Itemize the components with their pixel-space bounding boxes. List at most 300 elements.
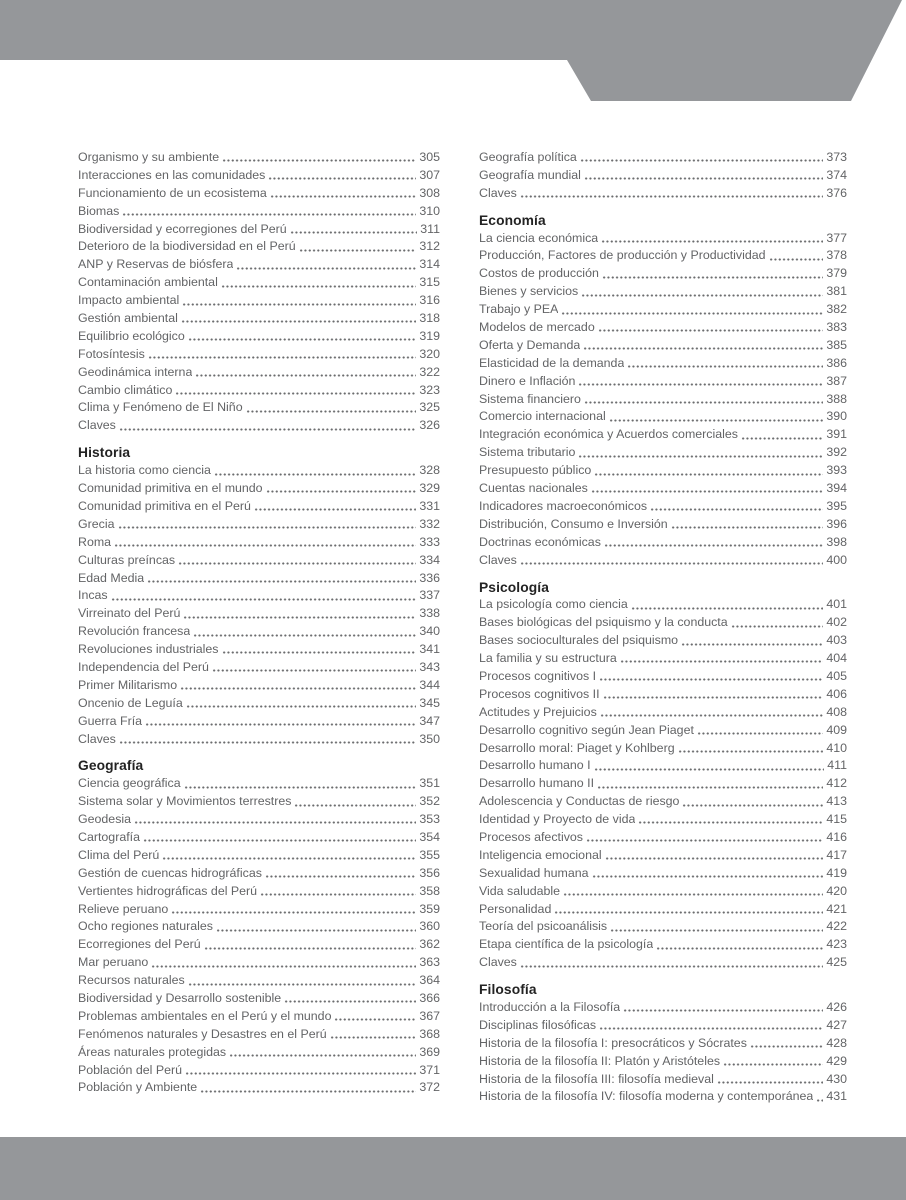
entry-title: Distribución, Consumo e Inversión — [479, 516, 668, 531]
dot-leader — [119, 731, 416, 749]
entry-page-number: 429 — [826, 1053, 847, 1068]
toc-entry — [479, 391, 847, 409]
entry-title: Procesos afectivos — [479, 829, 583, 844]
entry-page-number: 347 — [419, 713, 440, 728]
entry-page-number: 381 — [826, 284, 847, 299]
entry-title: Incas — [78, 588, 108, 603]
toc-entry — [78, 480, 440, 498]
entry-title: Costos de producción — [479, 266, 599, 281]
entry-title: Bienes y servicios — [479, 284, 579, 299]
dot-leader — [750, 1035, 823, 1053]
toc-entry — [479, 498, 847, 516]
entry-title: Disciplinas filosóficas — [479, 1017, 597, 1032]
toc-entry — [78, 847, 440, 865]
toc-entry — [479, 775, 847, 793]
entry-title: Doctrinas económicas — [479, 534, 601, 549]
dot-leader — [222, 149, 416, 167]
entry-page-number: 311 — [420, 221, 440, 236]
entry-page-number: 396 — [826, 516, 847, 531]
entry-title: Áreas naturales protegidas — [78, 1044, 227, 1059]
entry-page-number: 368 — [419, 1026, 440, 1041]
header-band — [0, 0, 906, 101]
dot-leader — [143, 829, 416, 847]
entry-page-number: 315 — [419, 275, 440, 290]
toc-entry — [479, 954, 847, 972]
dot-leader — [594, 757, 825, 775]
entry-title: Problemas ambientales en el Perú y el mundo — [78, 1008, 332, 1023]
entry-title: Contaminación ambiental — [78, 275, 218, 290]
dot-leader — [681, 632, 823, 650]
dot-leader — [185, 1062, 416, 1080]
dot-leader — [265, 865, 416, 883]
toc-entry — [479, 426, 847, 444]
toc-entry — [479, 337, 847, 355]
toc-entry — [78, 918, 440, 936]
entry-page-number: 395 — [826, 498, 847, 513]
dot-leader — [119, 417, 416, 435]
toc-entry — [78, 382, 440, 400]
dot-leader — [118, 516, 417, 534]
dot-leader — [299, 238, 417, 256]
entry-page-number: 314 — [419, 257, 440, 272]
entry-page-number: 332 — [419, 516, 440, 531]
entry-title: Bases socioculturales del psiquismo — [479, 633, 679, 648]
toc-entry — [479, 686, 847, 704]
toc-entry — [78, 972, 440, 990]
entry-title: Vida saludable — [479, 883, 561, 898]
toc-entry — [78, 901, 440, 919]
toc-entry — [78, 310, 440, 328]
entry-page-number: 338 — [419, 606, 440, 621]
toc-entry — [479, 668, 847, 686]
toc-entry — [479, 516, 847, 534]
entry-title: Claves — [78, 731, 116, 746]
dot-leader — [581, 283, 823, 301]
entry-title: Revoluciones industriales — [78, 642, 219, 657]
entry-page-number: 351 — [419, 776, 440, 791]
entry-title: Historia de la filosofía III: filosofía medieval — [479, 1071, 714, 1086]
toc-entry — [78, 677, 440, 695]
entry-page-number: 391 — [826, 427, 847, 442]
entry-title: Primer Militarismo — [78, 677, 178, 692]
dot-leader — [147, 570, 416, 588]
dot-leader — [212, 659, 416, 677]
entry-page-number: 328 — [419, 463, 440, 478]
dot-leader — [580, 149, 824, 167]
section-heading: Psicología — [479, 579, 550, 595]
entry-page-number: 363 — [419, 955, 440, 970]
entry-page-number: 323 — [419, 382, 440, 397]
entry-page-number: 374 — [826, 167, 847, 182]
entry-title: Actitudes y Prejuicios — [479, 704, 597, 719]
dot-leader — [731, 614, 824, 632]
entry-page-number: 367 — [419, 1008, 440, 1023]
toc-entry — [479, 462, 847, 480]
dot-leader — [229, 1044, 416, 1062]
toc-entry — [78, 274, 440, 292]
toc-entry — [78, 1062, 440, 1080]
dot-leader — [284, 990, 416, 1008]
entry-title: ANP y Reservas de biósfera — [78, 257, 234, 272]
entry-page-number: 412 — [826, 776, 847, 791]
entry-title: Edad Media — [78, 570, 145, 585]
entry-title: Introducción a la Filosofía — [479, 1000, 621, 1015]
toc-entry — [479, 167, 847, 185]
entry-title: Integración económica y Acuerdos comerciales — [479, 427, 738, 442]
toc-entry — [479, 247, 847, 265]
entry-page-number: 394 — [826, 481, 847, 496]
entry-title: Mar peruano — [78, 955, 149, 970]
dot-leader — [236, 256, 416, 274]
entry-page-number: 336 — [419, 570, 440, 585]
entry-title: Clima y Fenómeno de El Niño — [78, 400, 243, 415]
toc-entry — [78, 417, 440, 435]
entry-title: Fenómenos naturales y Desastres en el Perú — [78, 1026, 327, 1041]
dot-leader — [162, 847, 416, 865]
entry-title: Teoría del psicoanálisis — [479, 919, 608, 934]
toc-entry — [479, 1053, 847, 1071]
dot-leader — [594, 462, 823, 480]
entry-title: Recursos naturales — [78, 973, 185, 988]
dot-leader — [216, 918, 416, 936]
entry-title: Oncenio de Leguía — [78, 695, 183, 710]
entry-title: Equilibrio ecológico — [78, 328, 185, 343]
entry-title: La ciencia económica — [479, 230, 599, 245]
entry-title: Elasticidad de la demanda — [479, 355, 625, 370]
dot-leader — [195, 364, 416, 382]
toc-entry — [479, 596, 847, 614]
toc-entry — [78, 149, 440, 167]
entry-title: Relieve peruano — [78, 901, 169, 916]
entry-title: Presupuesto público — [479, 463, 592, 478]
entry-page-number: 403 — [826, 633, 847, 648]
entry-title: Geografía política — [479, 150, 577, 164]
entry-page-number: 425 — [826, 955, 847, 970]
entry-title: Deterioro de la biodiversidad en el Perú — [78, 239, 296, 254]
entry-title: Modelos de mercado — [479, 320, 595, 335]
entry-page-number: 410 — [826, 740, 847, 755]
toc-entry — [479, 355, 847, 373]
entry-page-number: 331 — [419, 498, 440, 513]
dot-leader — [193, 623, 416, 641]
entry-page-number: 378 — [826, 248, 847, 263]
toc-entry — [78, 462, 440, 480]
entry-page-number: 326 — [419, 418, 440, 433]
entry-page-number: 337 — [419, 588, 440, 603]
dot-leader — [578, 444, 823, 462]
dot-leader — [717, 1071, 823, 1089]
entry-title: Cartografía — [78, 829, 140, 844]
entry-page-number: 405 — [826, 668, 847, 683]
dot-leader — [583, 337, 823, 355]
entry-page-number: 344 — [419, 677, 440, 692]
entry-title: Población del Perú — [78, 1062, 183, 1077]
toc-entry — [78, 775, 440, 793]
entry-page-number: 320 — [419, 346, 440, 361]
entry-title: Sistema solar y Movimientos terrestres — [78, 794, 292, 809]
entry-title: La historia como ciencia — [78, 463, 211, 478]
toc-entry — [78, 552, 440, 570]
entry-title: Claves — [78, 418, 116, 433]
toc-entry — [479, 230, 847, 248]
toc-entry — [78, 936, 440, 954]
dot-leader — [260, 883, 416, 901]
dot-leader — [270, 185, 417, 203]
dot-leader — [334, 1008, 416, 1026]
entry-page-number: 343 — [419, 659, 440, 674]
entry-title: Cuentas nacionales — [479, 481, 588, 496]
dot-leader — [290, 221, 418, 239]
entry-title: Geografía mundial — [479, 167, 581, 182]
entry-page-number: 400 — [826, 552, 847, 567]
dot-leader — [605, 847, 824, 865]
entry-title: Desarrollo moral: Piaget y Kohlberg — [479, 740, 675, 755]
entry-title: Geodinámica interna — [78, 364, 193, 379]
dot-leader — [598, 319, 824, 337]
toc-entry — [479, 847, 847, 865]
entry-page-number: 307 — [419, 167, 440, 182]
entry-page-number: 386 — [826, 355, 847, 370]
dot-leader — [816, 1088, 823, 1106]
dot-leader — [151, 954, 416, 972]
dot-leader — [591, 480, 823, 498]
entry-title: Organismo y su ambiente — [78, 150, 220, 164]
entry-title: Fotosíntesis — [78, 346, 145, 361]
entry-page-number: 423 — [826, 937, 847, 952]
toc-column-left — [78, 149, 440, 1097]
dot-leader — [183, 605, 416, 623]
entry-page-number: 329 — [419, 481, 440, 496]
entry-page-number: 341 — [419, 642, 440, 657]
toc-entry — [78, 605, 440, 623]
toc-entry — [78, 731, 440, 749]
dot-leader — [741, 426, 823, 444]
entry-page-number: 422 — [826, 919, 847, 934]
toc-entry — [78, 811, 440, 829]
toc-entry — [78, 623, 440, 641]
dot-leader — [554, 901, 823, 919]
toc-entry — [479, 757, 847, 775]
toc-entry — [479, 408, 847, 426]
dot-leader — [148, 346, 417, 364]
entry-title: Biodiversidad y Desarrollo sostenible — [78, 991, 282, 1005]
toc-entry — [78, 185, 440, 203]
entry-page-number: 333 — [419, 534, 440, 549]
entry-page-number: 376 — [826, 185, 847, 200]
entry-page-number: 373 — [826, 150, 847, 164]
entry-page-number: 401 — [826, 597, 847, 612]
toc-entry — [479, 650, 847, 668]
section-heading: Filosofía — [479, 982, 537, 998]
toc-entry — [479, 552, 847, 570]
dot-leader — [599, 1017, 823, 1035]
toc-entry — [78, 399, 440, 417]
header-band-shape — [0, 0, 902, 101]
entry-title: Claves — [479, 552, 517, 567]
dot-leader — [175, 382, 416, 400]
entry-title: Revolución francesa — [78, 624, 191, 639]
toc-entry — [78, 203, 440, 221]
dot-leader — [638, 811, 823, 829]
toc-entry — [78, 829, 440, 847]
entry-title: Gestión ambiental — [78, 311, 178, 326]
section-heading: Economía — [479, 212, 546, 228]
entry-title: Personalidad — [479, 901, 552, 916]
entry-page-number: 390 — [826, 409, 847, 424]
entry-page-number: 385 — [826, 337, 847, 352]
entry-title: Comercio internacional — [479, 409, 606, 424]
entry-page-number: 415 — [826, 812, 847, 827]
toc-entry — [78, 865, 440, 883]
toc-entry — [78, 793, 440, 811]
entry-page-number: 419 — [826, 865, 847, 880]
entry-title: Identidad y Proyecto de vida — [479, 812, 636, 827]
entry-page-number: 383 — [826, 320, 847, 335]
toc-entry — [78, 990, 440, 1008]
dot-leader — [111, 587, 417, 605]
dot-leader — [563, 883, 823, 901]
toc-entry — [78, 328, 440, 346]
entry-page-number: 362 — [419, 937, 440, 952]
dot-leader — [623, 999, 823, 1017]
entry-title: Geodesia — [78, 812, 132, 827]
dot-leader — [200, 1079, 416, 1097]
toc-entry — [479, 283, 847, 301]
dot-leader — [520, 552, 823, 570]
dot-leader — [520, 954, 823, 972]
toc-entry — [78, 954, 440, 972]
entry-page-number: 352 — [419, 794, 440, 809]
dot-leader — [134, 811, 416, 829]
dot-leader — [620, 650, 824, 668]
entry-page-number: 305 — [419, 150, 440, 164]
dot-leader — [609, 408, 824, 426]
entry-title: Cambio climático — [78, 382, 173, 397]
entry-page-number: 430 — [826, 1071, 847, 1086]
entry-title: Adolescencia y Conductas de riesgo — [479, 794, 680, 809]
toc-entry — [479, 534, 847, 552]
toc-entry — [78, 570, 440, 588]
toc-entry — [78, 516, 440, 534]
dot-leader — [682, 793, 823, 811]
dot-leader — [586, 829, 823, 847]
toc-entry — [479, 632, 847, 650]
entry-page-number: 316 — [419, 293, 440, 308]
toc-entry — [479, 811, 847, 829]
entry-title: Independencia del Perú — [78, 659, 209, 674]
toc-entry — [78, 641, 440, 659]
entry-title: Claves — [479, 185, 517, 200]
entry-page-number: 388 — [826, 391, 847, 406]
entry-title: Trabajo y PEA — [479, 302, 559, 317]
toc-entry — [479, 704, 847, 722]
toc-entry — [479, 918, 847, 936]
toc-entry — [78, 1079, 440, 1097]
entry-page-number: 364 — [419, 973, 440, 988]
entry-page-number: 393 — [826, 463, 847, 478]
dot-leader — [627, 355, 823, 373]
toc-entry — [78, 292, 440, 310]
entry-title: Roma — [78, 534, 112, 549]
dot-leader — [592, 865, 824, 883]
entry-page-number: 382 — [826, 302, 847, 317]
entry-page-number: 353 — [419, 812, 440, 827]
dot-leader — [604, 534, 823, 552]
dot-leader — [631, 596, 824, 614]
entry-page-number: 428 — [826, 1035, 847, 1050]
section-heading: Geografía — [78, 758, 144, 774]
entry-page-number: 411 — [827, 758, 847, 773]
entry-page-number: 392 — [826, 445, 847, 460]
dot-leader — [769, 247, 824, 265]
toc-entry — [479, 901, 847, 919]
dot-leader — [188, 972, 417, 990]
entry-title: Desarrollo humano I — [479, 758, 591, 773]
toc-entry — [78, 587, 440, 605]
dot-leader — [254, 498, 416, 516]
toc-entry — [479, 722, 847, 740]
entry-page-number: 426 — [826, 1000, 847, 1015]
entry-page-number: 371 — [419, 1062, 440, 1077]
toc-entry — [479, 319, 847, 337]
entry-title: Dinero e Inflación — [479, 373, 576, 388]
toc-entry — [78, 346, 440, 364]
toc-column-right — [479, 149, 847, 1106]
entry-page-number: 406 — [826, 686, 847, 701]
entry-title: Impacto ambiental — [78, 293, 180, 308]
entry-page-number: 427 — [826, 1017, 847, 1032]
entry-page-number: 325 — [419, 400, 440, 415]
toc-entry — [479, 185, 847, 203]
entry-page-number: 360 — [419, 919, 440, 934]
entry-title: Sexualidad humana — [479, 865, 589, 880]
toc-entry — [479, 740, 847, 758]
entry-page-number: 356 — [419, 865, 440, 880]
toc-entry — [479, 614, 847, 632]
entry-page-number: 319 — [419, 328, 440, 343]
dot-leader — [178, 552, 416, 570]
entry-title: Virreinato del Perú — [78, 606, 181, 621]
dot-leader — [678, 740, 824, 758]
dot-leader — [181, 310, 416, 328]
entry-page-number: 372 — [419, 1080, 440, 1095]
toc-entry — [479, 265, 847, 283]
toc-entry — [78, 695, 440, 713]
dot-leader — [266, 480, 417, 498]
section-heading: Historia — [78, 445, 131, 461]
entry-title: Biodiversidad y ecorregiones del Perú — [78, 221, 287, 236]
dot-leader — [599, 668, 823, 686]
dot-leader — [656, 936, 823, 954]
entry-page-number: 421 — [826, 901, 847, 916]
toc-entry — [479, 936, 847, 954]
entry-title: Clima del Perú — [78, 847, 160, 862]
entry-title: Ecorregiones del Perú — [78, 937, 201, 952]
entry-title: La familia y su estructura — [479, 651, 617, 666]
dot-leader — [182, 292, 416, 310]
entry-page-number: 408 — [826, 704, 847, 719]
dot-leader — [171, 901, 416, 919]
dot-leader — [221, 274, 416, 292]
entry-title: Inteligencia emocional — [479, 847, 602, 862]
dot-leader — [222, 641, 417, 659]
entry-page-number: 355 — [419, 847, 440, 862]
dot-leader — [584, 391, 823, 409]
dot-leader — [584, 167, 823, 185]
dot-leader — [561, 301, 823, 319]
toc-entry — [479, 999, 847, 1017]
entry-title: Historia de la filosofía I: presocráticos y Sócrates — [479, 1035, 747, 1050]
